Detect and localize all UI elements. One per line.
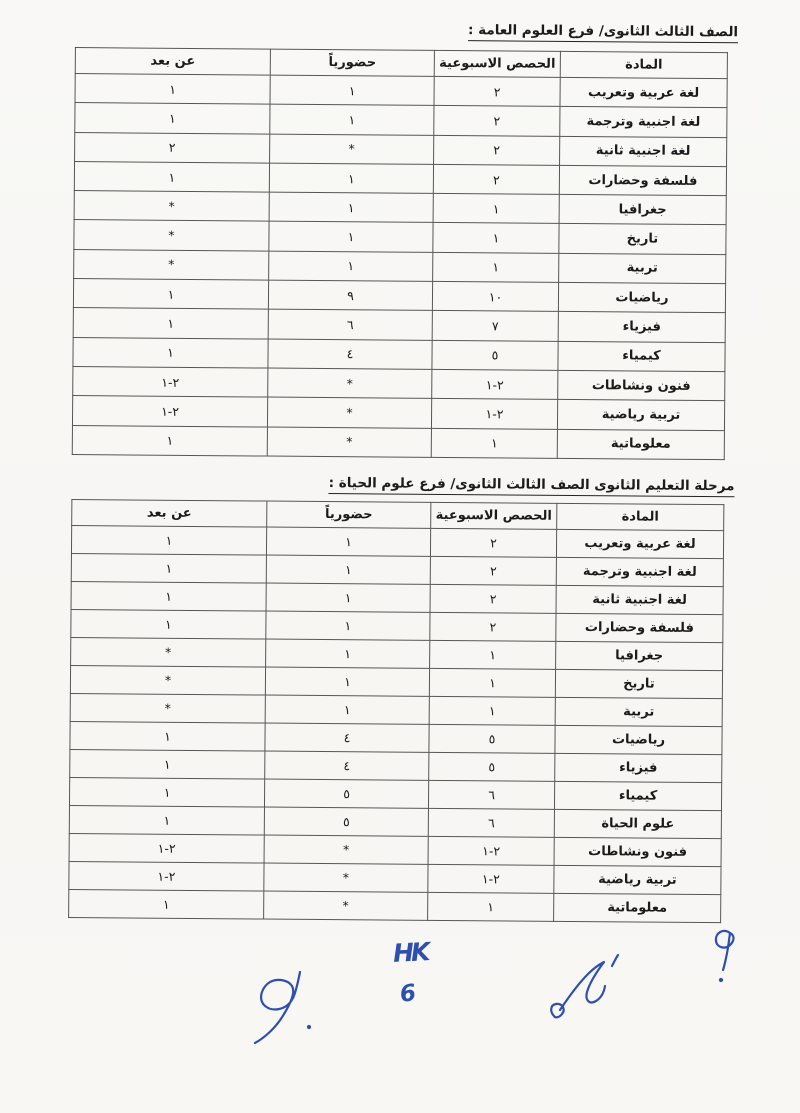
remote-cell: *	[74, 220, 269, 251]
remote-cell: ٢	[75, 132, 270, 163]
subject-cell: تربية رياضية	[554, 865, 721, 894]
handwritten-mark-six: 6	[398, 980, 418, 1008]
subject-cell: معلوماتية	[557, 429, 724, 460]
remote-cell: ١	[72, 425, 267, 456]
in_person-cell: ١	[270, 104, 434, 135]
weekly-cell: ١٠	[432, 281, 558, 311]
subject-cell: معلوماتية	[554, 893, 721, 922]
in_person-cell: *	[268, 368, 432, 399]
in_person-cell: *	[267, 397, 431, 428]
subject-cell: فلسفة وحضارات	[559, 165, 726, 196]
in_person-cell: ١	[266, 527, 430, 556]
column-header-in_person: حضورياً	[267, 501, 431, 528]
weekly-cell: ٥	[432, 340, 558, 370]
subject-cell: لغة اجنبية ثانية	[556, 585, 723, 614]
column-header-weekly: الحصص الاسبوعية	[431, 502, 557, 529]
weekly-cell: ١	[429, 668, 555, 697]
remote-cell: ١	[70, 722, 265, 752]
in_person-cell: ١	[266, 583, 430, 612]
subject-cell: رياضيات	[558, 282, 725, 313]
weekly-cell: ٢	[430, 556, 556, 585]
in_person-cell: ١	[266, 611, 430, 640]
in_person-cell: ١	[269, 192, 433, 223]
weekly-cell: ٢	[430, 528, 556, 557]
weekly-cell: ٢	[434, 135, 560, 165]
weekly-cell: ٦	[428, 808, 554, 837]
subject-cell: فنون ونشاطات	[554, 837, 721, 866]
subject-cell: تاريخ	[559, 224, 726, 255]
weekly-cell: ٢-١	[428, 864, 554, 893]
remote-cell: ١	[71, 554, 266, 584]
handwritten-mark-hk: HK	[392, 937, 429, 968]
column-header-weekly: الحصص الاسبوعية	[434, 50, 560, 77]
remote-cell: *	[71, 638, 266, 668]
weekly-cell: ٢-١	[431, 399, 557, 429]
subject-cell: فلسفة وحضارات	[556, 613, 723, 642]
handwritten-squiggle-left	[248, 966, 322, 1050]
in_person-cell: *	[264, 863, 428, 892]
in_person-cell: ٦	[268, 309, 432, 340]
subject-cell: كيمياء	[558, 341, 725, 372]
weekly-cell: ١	[429, 696, 555, 725]
column-header-in_person: حضورياً	[270, 49, 434, 76]
remote-cell: ١	[73, 337, 268, 368]
remote-cell: ١	[69, 778, 264, 808]
section-title-general-sciences: الصف الثالث الثانوى/ فرع العلوم العامة :	[468, 22, 738, 43]
remote-cell: ٢-١	[73, 367, 268, 398]
weekly-cell: ٦	[428, 780, 554, 809]
weekly-cell: ١	[433, 252, 559, 282]
schedule-table-life-sciences	[68, 499, 724, 923]
subject-cell: جغرافيا	[556, 641, 723, 670]
subject-cell: تربية رياضية	[557, 400, 724, 431]
weekly-cell: ٢-١	[428, 836, 554, 865]
remote-cell: ١	[71, 582, 266, 612]
remote-cell: *	[70, 694, 265, 724]
in_person-cell: ٤	[265, 723, 429, 752]
subject-cell: كيمياء	[554, 781, 721, 810]
in_person-cell: ١	[269, 163, 433, 194]
table-row	[72, 425, 724, 459]
weekly-cell: ٢-١	[432, 369, 558, 399]
weekly-cell: ٢	[434, 76, 560, 106]
in_person-cell: *	[264, 891, 428, 920]
remote-cell: ١	[73, 279, 268, 310]
remote-cell: ١	[71, 610, 266, 640]
column-header-remote: عن بعد	[72, 500, 267, 528]
column-header-remote: عن بعد	[75, 48, 270, 76]
subject-cell: لغة عربية وتعريب	[560, 77, 727, 108]
in_person-cell: ٤	[268, 339, 432, 370]
handwritten-mark-far-right	[703, 926, 745, 986]
table-row	[69, 890, 721, 923]
section-title-life-sciences: مرحلة التعليم الثانوى الصف الثالث الثانوى/ فرع علوم الحياة :	[329, 475, 735, 497]
remote-cell: ٢-١	[69, 834, 264, 864]
remote-cell: ٢-١	[69, 862, 264, 892]
in_person-cell: ١	[265, 695, 429, 724]
remote-cell: ١	[74, 161, 269, 192]
subject-cell: جغرافيا	[559, 195, 726, 226]
weekly-cell: ٢	[433, 164, 559, 194]
remote-cell: ١	[73, 308, 268, 339]
in_person-cell: ٥	[264, 779, 428, 808]
subject-cell: فنون ونشاطات	[558, 370, 725, 401]
subject-cell: تربية	[559, 253, 726, 284]
in_person-cell: ١	[266, 555, 430, 584]
schedule-table-general-sciences	[72, 47, 728, 460]
remote-cell: ١	[71, 526, 266, 556]
weekly-cell: ٥	[429, 724, 555, 753]
weekly-cell: ٧	[432, 311, 558, 341]
weekly-cell: ٢	[430, 584, 556, 613]
subject-cell: لغة اجنبية وترجمة	[560, 107, 727, 138]
subject-cell: تربية	[555, 697, 722, 726]
subject-cell: فيزياء	[558, 312, 725, 343]
in_person-cell: *	[270, 134, 434, 165]
weekly-cell: ٥	[429, 752, 555, 781]
remote-cell: ١	[69, 806, 264, 836]
remote-cell: *	[70, 666, 265, 696]
subject-cell: لغة عربية وتعريب	[556, 529, 723, 558]
subject-cell: تاريخ	[555, 669, 722, 698]
weekly-cell: ١	[431, 428, 557, 458]
remote-cell: ١	[69, 890, 264, 920]
weekly-cell: ٢	[434, 106, 560, 136]
subject-cell: لغة اجنبية ثانية	[560, 136, 727, 167]
remote-cell: ١	[75, 103, 270, 134]
column-header-subject: المادة	[560, 51, 727, 78]
weekly-cell: ١	[430, 640, 556, 669]
in_person-cell: *	[267, 427, 431, 458]
subject-cell: فيزياء	[555, 753, 722, 782]
in_person-cell: ٥	[264, 807, 428, 836]
handwritten-signature-right	[546, 952, 630, 1032]
in_person-cell: *	[264, 835, 428, 864]
remote-cell: *	[74, 191, 269, 222]
remote-cell: ١	[70, 750, 265, 780]
weekly-cell: ١	[433, 223, 559, 253]
weekly-cell: ١	[433, 194, 559, 224]
in_person-cell: ١	[270, 75, 434, 106]
subject-cell: رياضيات	[555, 725, 722, 754]
in_person-cell: ١	[266, 639, 430, 668]
remote-cell: ١	[75, 74, 270, 105]
in_person-cell: ٩	[268, 280, 432, 311]
in_person-cell: ١	[265, 667, 429, 696]
column-header-subject: المادة	[557, 503, 724, 530]
in_person-cell: ٤	[265, 751, 429, 780]
weekly-cell: ١	[428, 892, 554, 921]
subject-cell: علوم الحياة	[554, 809, 721, 838]
weekly-cell: ٢	[430, 612, 556, 641]
subject-cell: لغة اجنبية وترجمة	[556, 557, 723, 586]
remote-cell: *	[74, 249, 269, 280]
in_person-cell: ١	[269, 222, 433, 253]
remote-cell: ٢-١	[72, 396, 267, 427]
in_person-cell: ١	[269, 251, 433, 282]
